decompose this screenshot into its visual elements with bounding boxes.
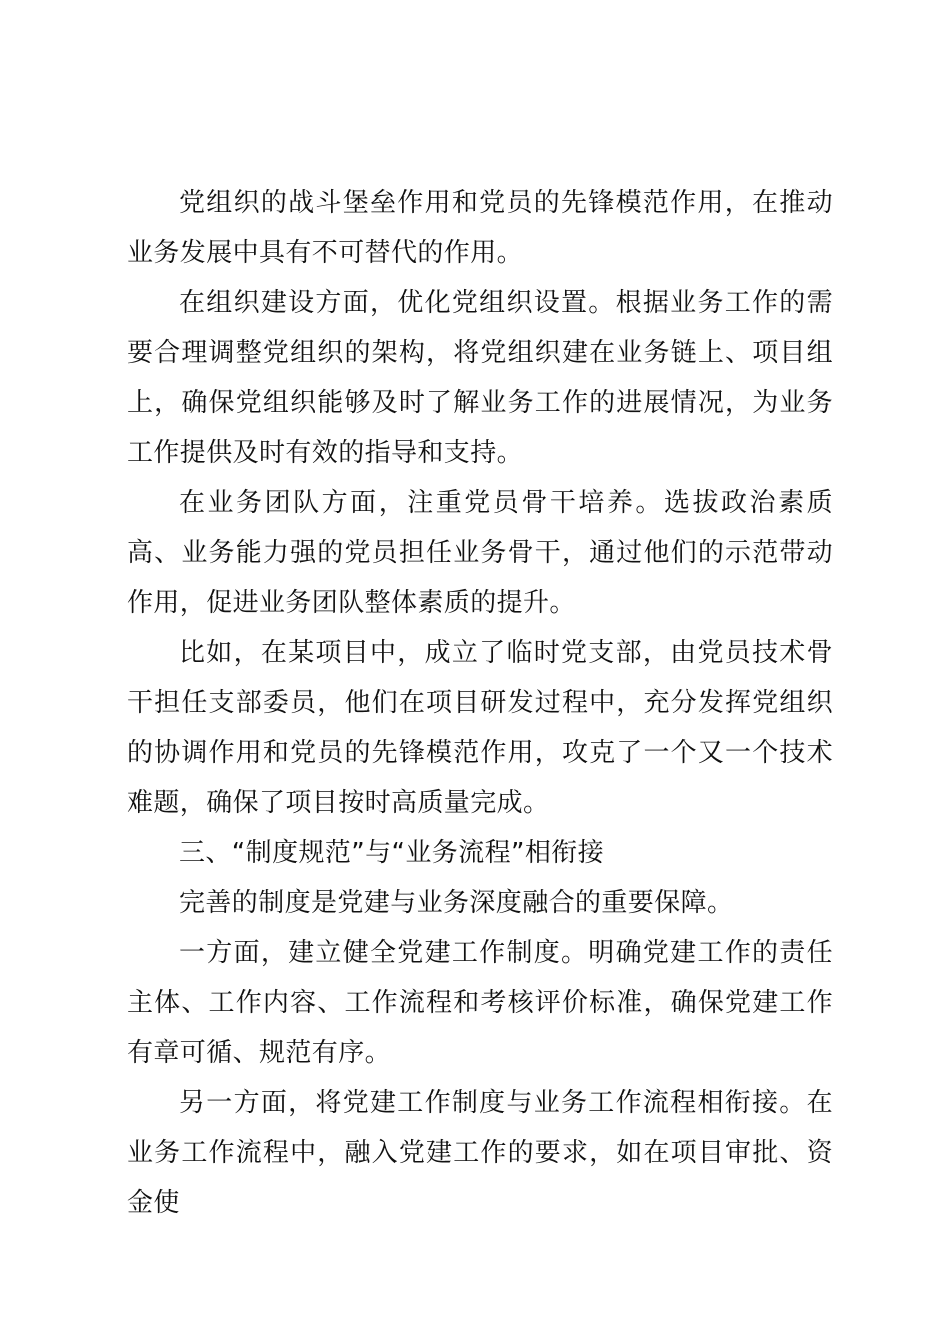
paragraph-5: 完善的制度是党建与业务深度融合的重要保障。	[179, 888, 734, 918]
paragraph-6: 一方面，建立健全党建工作制度。明确党建工作的责任主体、工作内容、工作流程和考核评价标准，确保党建工作有章可循、规范有序。	[127, 938, 833, 1068]
document-body	[127, 178, 833, 1228]
paragraph-2: 在组织建设方面，优化党组织设置。根据业务工作的需要合理调整党组织的架构，将党组织建在业务链上、项目组上，确保党组织能够及时了解业务工作的进展情况，为业务工作提供及时有效的指导和支持。	[127, 288, 833, 468]
paragraph-4: 比如，在某项目中，成立了临时党支部，由党员技术骨干担任支部委员，他们在项目研发过程中，充分发挥党组织的协调作用和党员的先锋模范作用，攻克了一个又一个技术难题，确保了项目按时高质量完成。	[127, 638, 833, 818]
paragraph-3: 在业务团队方面，注重党员骨干培养。选拔政治素质高、业务能力强的党员担任业务骨干，通过他们的示范带动作用，促进业务团队整体素质的提升。	[127, 488, 833, 618]
section-heading-3: 三、“制度规范”与“业务流程”相衔接	[179, 838, 605, 868]
paragraph-7: 另一方面，将党建工作制度与业务工作流程相衔接。在业务工作流程中，融入党建工作的要求，如在项目审批、资金使	[127, 1088, 833, 1218]
paragraph-1: 党组织的战斗堡垒作用和党员的先锋模范作用，在推动业务发展中具有不可替代的作用。	[127, 188, 833, 268]
